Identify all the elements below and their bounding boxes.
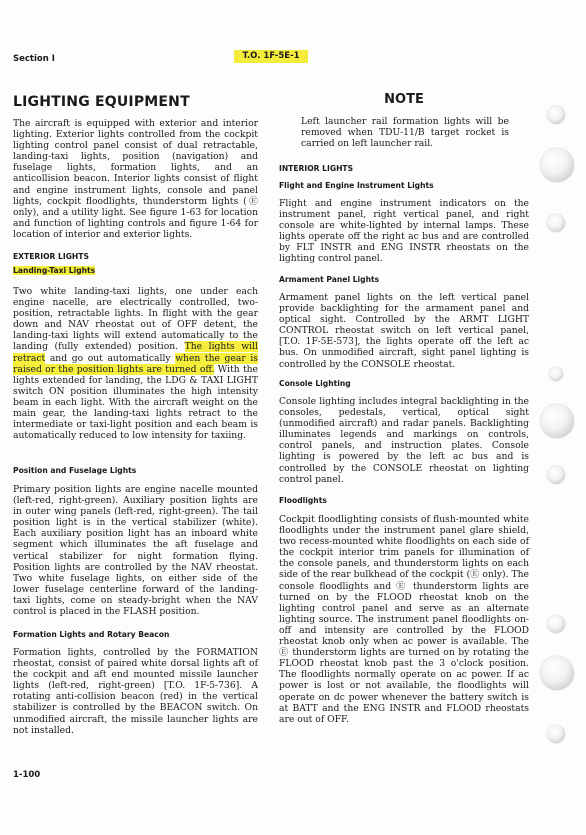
- console-lighting-heading: Console Lighting: [279, 379, 351, 388]
- exterior-lights-heading: EXTERIOR LIGHTS: [13, 252, 89, 261]
- binder-ring-hole-icon: [540, 148, 574, 182]
- console-lighting-paragraph: Console lighting includes integral backlighting in the consoles, pedestals, vertical, optical sight (unmodified aircraft) and radar panels. Backlighting illuminates legends and markings on controls, control panels, and instruction plates. Console lighting is powered by the left ac bus and is controlled by the CONSOLE rheostat on lighting control panel.: [279, 396, 529, 485]
- landing-taxi-paragraph: [13, 286, 258, 441]
- binder-hole-icon: [547, 106, 565, 124]
- section-label: Section I: [13, 54, 55, 64]
- page-title: LIGHTING EQUIPMENT: [13, 94, 190, 110]
- binder-hole-icon: [547, 725, 565, 743]
- formation-lights-heading: Formation Lights and Rotary Beacon: [13, 630, 170, 639]
- binder-hole-icon: [547, 466, 565, 484]
- landing-text-1: Two white landing-taxi lights, one under each engine nacelle, are electrically controlled, two-position, retractable lights. In flight with the gear down and NAV rheostat out of OFF detent, the landing-taxi lights will extend automatically to the landing (fully extended) position.: [13, 286, 258, 353]
- flight-engine-paragraph: Flight and engine instrument indicators on the instrument panel, right vertical panel, and right console are white-lighted by internal lamps. These lights operate off the right ac bus and are controlled by FLT INSTR and ENG INSTR rheostats on the lighting control panel.: [279, 198, 529, 265]
- note-title: NOTE: [384, 92, 424, 107]
- binder-ring-hole-icon: [540, 656, 574, 690]
- landing-highlight-2: when the gear is raised or the position lights are turned off.: [13, 352, 258, 375]
- landing-text-2: and go out automatically: [45, 352, 176, 364]
- floodlights-paragraph: Cockpit floodlighting consists of flush-mounted white floodlights under the instrument panel glare shield, two recess-mounted white floodlights on each side of the cockpit interior trim panels for illumination of the console panels, and thunderstorm lights on each side of the rear bulkhead of the cockpit (Ⓔ only). The console floodlights and Ⓔ thunderstorm lights are turned on by the FLOOD rheostat knob on the lighting control panel and serve as an alternate lighting source. The instrument panel floodlights on-off and intensity are controlled by the FLOOD rheostat knob only when ac power is available. The Ⓔ thunderstorm lights are turned on by rotating the FLOOD rheostat knob past the 3 o'clock position. The floodlights normally operate on ac power. If ac power is lost or not available, the floodlights will operate on dc power whenever the battery switch is at BATT and the ENG INSTR and FLOOD rheostats are out of OFF.: [279, 514, 529, 725]
- flight-engine-lights-heading: Flight and Engine Instrument Lights: [279, 181, 434, 190]
- armament-panel-heading: Armament Panel Lights: [279, 275, 380, 284]
- landing-text-3: With the lights extended for landing, the LDG & TAXI LIGHT switch ON position illuminates the high intensity beam in each light. With the aircraft weight on the main gear, the landing-taxi lights retract to the intermediate or taxi-light position and each beam is automatically reduced to low intensity for taxiing.: [13, 363, 258, 442]
- binder-hole-icon: [549, 367, 563, 381]
- landing-highlight-1: The lights will retract: [13, 341, 258, 364]
- intro-paragraph: The aircraft is equipped with exterior and interior lighting. Exterior lights controlled from the cockpit lighting control panel consist of dual retractable, landing-taxi lights, position (navigation) and fuselage lights, formation lights, and an anticollision beacon. Interior lights consist of flight and engine instrument lights, console and panel lights, cockpit floodlights, thunderstorm lights (Ⓔ only), and a utility light. See figure 1-63 for location and function of lighting controls and figure 1-64 for location of interior and exterior lights.: [13, 118, 258, 240]
- floodlights-heading: Floodlights: [279, 496, 327, 505]
- to-number-highlighted: T.O. 1F-5E-1: [234, 50, 308, 63]
- page-number: 1-100: [13, 770, 41, 780]
- interior-lights-heading: INTERIOR LIGHTS: [279, 164, 354, 173]
- binder-hole-icon: [547, 615, 565, 633]
- position-lights-heading: Position and Fuselage Lights: [13, 466, 137, 475]
- binder-hole-icon: [547, 214, 565, 232]
- formation-lights-paragraph: Formation lights, controlled by the FORMATION rheostat, consist of paired white dorsal lights aft of the cockpit and aft end mounted missile launcher lights (left-red, right-green) [T.O. 1F-5-736]. A rotating anti-collision beacon (red) in the vertical stabilizer is controlled by the BEACON switch. On unmodified aircraft, the missile launcher lights are not installed.: [13, 647, 258, 736]
- binder-ring-hole-icon: [540, 404, 574, 438]
- note-text: Left launcher rail formation lights will be removed when TDU-11/B target rocket is carried on left launcher rail.: [301, 116, 509, 150]
- armament-panel-paragraph: Armament panel lights on the left vertical panel provide backlighting for the armament panel and optical sight. Controlled by the ARMT LIGHT CONTROL rheostat switch on left vertical panel, [T.O. 1F-5E-573], the lights operate off the left ac bus. On unmodified aircraft, sight panel lighting is controlled by the CONSOLE rheostat.: [279, 292, 529, 370]
- landing-taxi-heading: Landing-Taxi Lights: [13, 266, 96, 275]
- position-lights-paragraph: Primary position lights are engine nacelle mounted (left-red, right-green). Auxiliary position lights are in outer wing panels (left-red, right-green). The tail position light is in the vertical stabilizer (white). Each auxiliary position light has an inboard white segment which illuminates the aft fuselage and vertical stabilizer for night formation flying. Position lights are controlled by the NAV rheostat. Two white fuselage lights, on either side of the lower fuselage centerline forward of the landing-taxi lights, come on steady-bright when the NAV control is placed in the FLASH position.: [13, 484, 258, 618]
